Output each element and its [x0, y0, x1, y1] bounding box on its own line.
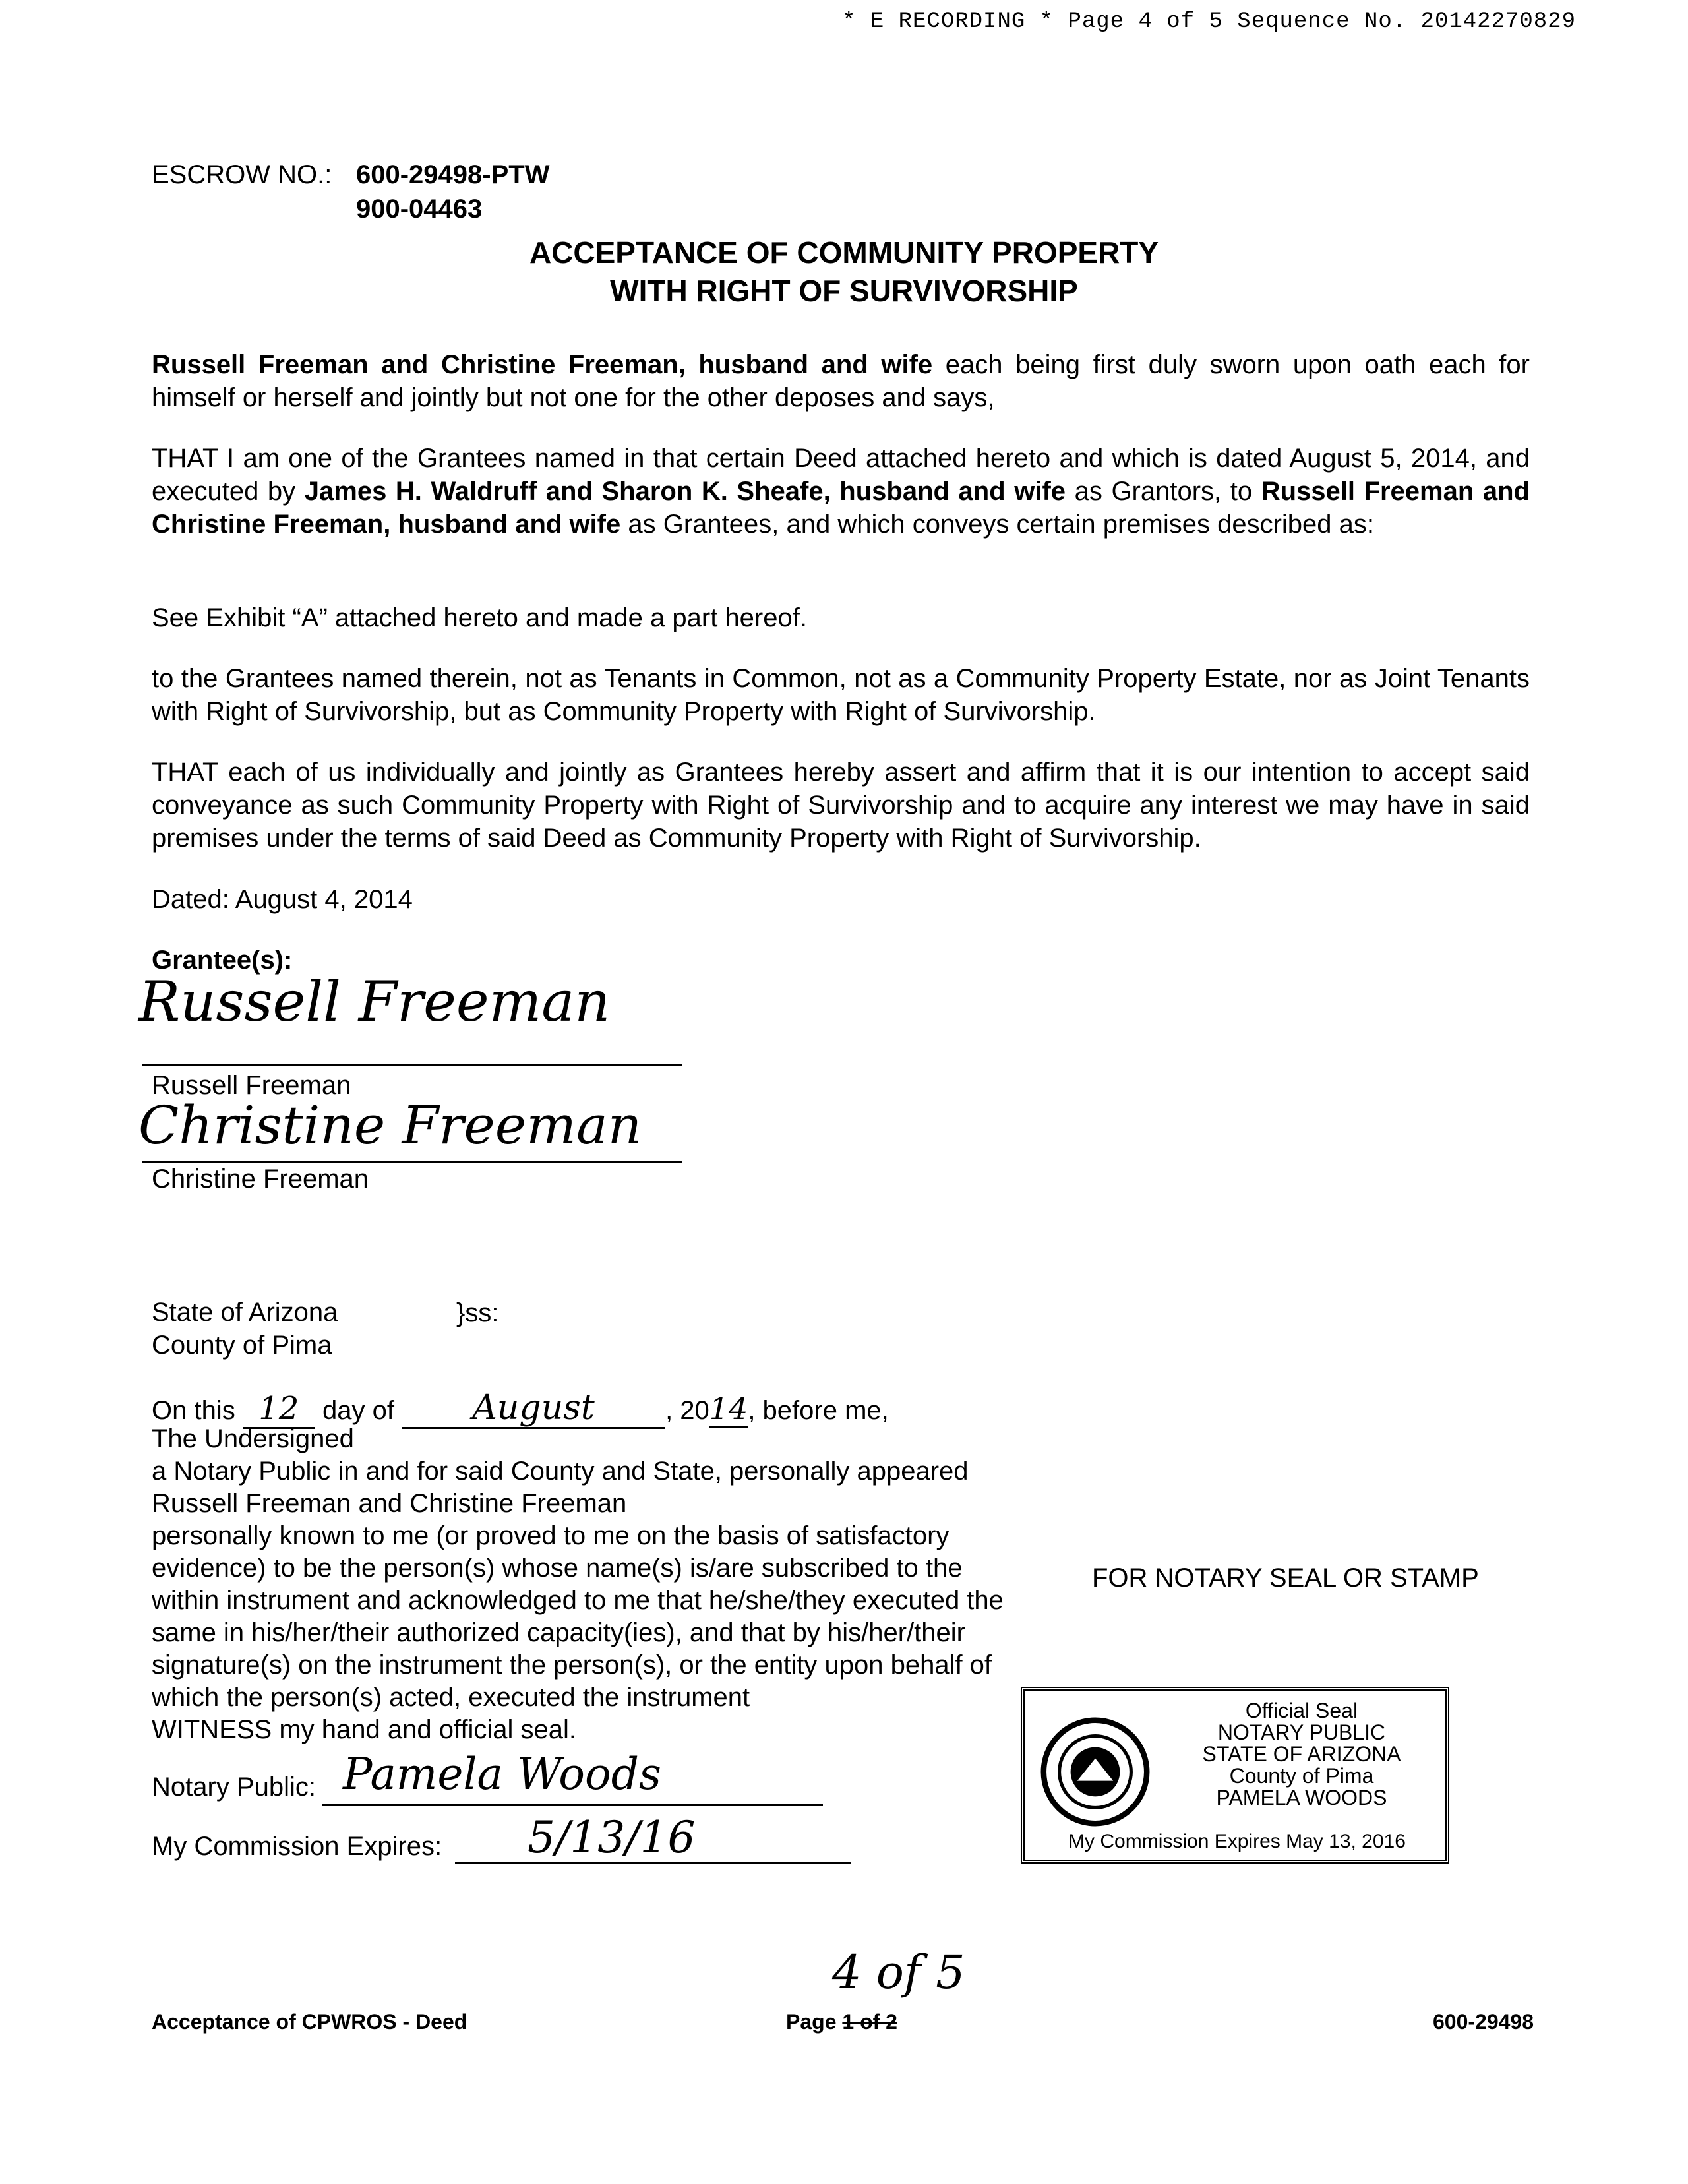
- stamp-line-4: County of Pima: [1229, 1764, 1374, 1788]
- paragraph-3: See Exhibit “A” attached hereto and made a part hereof.: [152, 603, 807, 632]
- notary-text-2: The Undersigned: [152, 1424, 354, 1453]
- grantees-label: Grantee(s):: [152, 946, 293, 975]
- notary-text-11: WITNESS my hand and official seal.: [152, 1715, 576, 1744]
- signature-line-1: [142, 1064, 682, 1066]
- escrow-number-2: 900-04463: [356, 195, 483, 224]
- footer-page-struck: 1 of 2: [842, 2010, 897, 2034]
- footer-escrow-number: 600-29498: [1432, 2010, 1534, 2034]
- state-seal-icon: [1039, 1716, 1151, 1828]
- notary-signature-line: [322, 1804, 823, 1806]
- stamp-line-3: STATE OF ARIZONA: [1202, 1742, 1401, 1766]
- paragraph-5: THAT each of us individually and jointly as Grantees hereby assert and affirm that it is our intention to accept said conveyance as such Community Property with Right of Survivorship and to acquire any interest we may have in said premises under the terms of said Deed as Community Property with Right of Survivorship.: [152, 758, 1530, 853]
- escrow-number-1: 600-29498-PTW: [356, 160, 550, 189]
- notary-text-9: signature(s) on the instrument the person(s), or the entity upon behalf of: [152, 1651, 992, 1680]
- grantors-names: James H. Waldruff and Sharon K. Sheafe, husband and wife: [304, 477, 1066, 506]
- notary-stamp: [1021, 1687, 1449, 1864]
- notary-date-line: On this 12 day of August , 2014, before me,: [152, 1388, 889, 1428]
- stamp-line-2: NOTARY PUBLIC: [1217, 1720, 1386, 1744]
- notary-signature: Pamela Woods: [343, 1749, 661, 1800]
- notary-text-6: evidence) to be the person(s) whose name(s) is/are subscribed to the: [152, 1554, 963, 1583]
- stamp-line-6: My Commission Expires May 13, 2016: [1068, 1831, 1406, 1852]
- affiants-names: Russell Freeman and Christine Freeman, husband and wife: [152, 350, 933, 379]
- commission-expires-line: [455, 1862, 851, 1864]
- notary-month: August: [472, 1388, 595, 1428]
- escrow-label: ESCROW NO.:: [152, 160, 332, 189]
- notary-text-5: personally known to me (or proved to me on the basis of satisfactory: [152, 1521, 950, 1550]
- paragraph-4: to the Grantees named therein, not as Tenants in Common, not as a Community Property Estate, nor as Joint Tenants with Right of Survivorship, but as Community Property with Right of Survivorship.: [152, 664, 1530, 726]
- grantees-names: Russell Freeman and Christine Freeman, husband and wife: [152, 477, 1530, 539]
- notary-text-4: Russell Freeman and Christine Freeman: [152, 1489, 627, 1518]
- title-line-2: WITH RIGHT OF SURVIVORSHIP: [610, 274, 1078, 308]
- notary-year: 14: [709, 1391, 748, 1428]
- footer-page: Page 1 of 2: [786, 2010, 897, 2034]
- stamp-line-1: Official Seal: [1245, 1699, 1358, 1722]
- grantee-name-1: Russell Freeman: [152, 1071, 351, 1100]
- notary-day: 12: [258, 1390, 299, 1427]
- paragraph-1: Russell Freeman and Christine Freeman, husband and wife each being first duly sworn upon oath each for himself or herself and jointly but not one for the other deposes and says,: [152, 350, 1530, 412]
- grantee-signature-2: Christine Freeman: [138, 1095, 642, 1156]
- grantee-signature-1: Russell Freeman: [138, 969, 611, 1034]
- stamp-line-5: PAMELA WOODS: [1216, 1786, 1387, 1809]
- commission-expires-date: 5/13/16: [528, 1812, 696, 1863]
- notary-seal-caption: FOR NOTARY SEAL OR STAMP: [1092, 1563, 1479, 1592]
- paragraph-2: THAT I am one of the Grantees named in that certain Deed attached hereto and which is dated August 5, 2014, and executed by James H. Waldruff and Sharon K. Sheafe, husband and wife as Grantors, to Russell Freeman and Christine Freeman, husband and wife as Grantees, and which conveys certain premises described as:: [152, 444, 1530, 539]
- notary-text-7: within instrument and acknowledged to me that he/she/they executed the: [152, 1586, 1004, 1615]
- commission-expires-label: My Commission Expires:: [152, 1832, 442, 1861]
- notary-text-8: same in his/her/their authorized capacity(ies), and that by his/her/their: [152, 1618, 965, 1647]
- venue-state: State of Arizona: [152, 1298, 338, 1327]
- venue-county: County of Pima: [152, 1331, 332, 1360]
- footer-doc-name: Acceptance of CPWROS - Deed: [152, 2010, 467, 2034]
- dated-line: Dated: August 4, 2014: [152, 885, 413, 914]
- footer-handwritten-page: 4 of 5: [832, 1945, 965, 1999]
- grantee-name-2: Christine Freeman: [152, 1165, 369, 1194]
- recording-header: * E RECORDING * Page 4 of 5 Sequence No. 20142270829: [842, 9, 1576, 34]
- title-line-1: ACCEPTANCE OF COMMUNITY PROPERTY: [529, 235, 1159, 270]
- signature-line-2: [142, 1161, 682, 1163]
- venue-ss: }ss:: [456, 1298, 499, 1327]
- notary-text-3: a Notary Public in and for said County and State, personally appeared: [152, 1457, 969, 1486]
- notary-public-label: Notary Public:: [152, 1773, 316, 1802]
- notary-text-10: which the person(s) acted, executed the instrument: [152, 1683, 750, 1712]
